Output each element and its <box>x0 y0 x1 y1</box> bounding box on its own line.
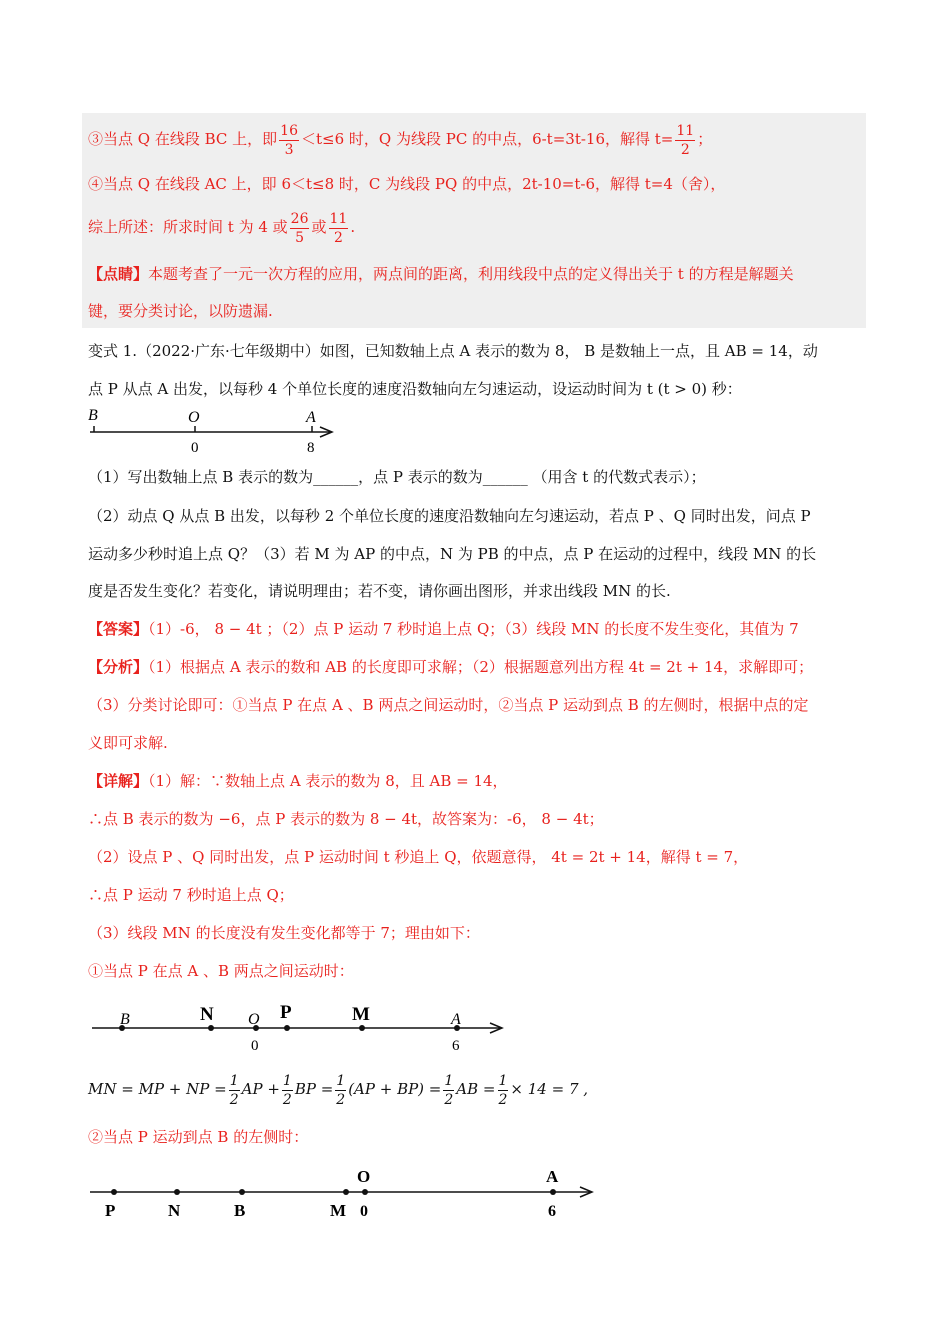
axis2-label-m: M <box>352 1004 370 1025</box>
question-2-line-2: 运动多少秒时追上点 Q？（3）若 M 为 AP 的中点，N 为 PB 的中点，点 P 在运动的过程中，线段 MN 的长 <box>88 545 817 563</box>
detail-line-6: ①当点 P 在点 A 、B 两点之间运动时： <box>88 962 354 980</box>
fraction-26-5: $\frac{26}{5}$ <box>290 210 309 246</box>
question-2-line-3: 度是否发生变化？若变化，请说明理由；若不变，请你画出图形，并求出线段 MN 的长. <box>88 582 671 600</box>
detail-line-5: （3）线段 MN 的长度没有发生变化都等于 7；理由如下： <box>88 924 480 942</box>
case3-line: ③当点 Q 在线段 BC 上，即 $\frac{16}{3}$ ＜t≤6 时，Q 为线段 PC 的中点，6-t=3t-16，解得 t= $\frac{11}{2}$ ； <box>88 122 713 158</box>
detail-tag: 【详解】 <box>88 772 149 790</box>
axis3-label-o: O <box>357 1167 371 1186</box>
axis1-label-b: B <box>88 407 98 424</box>
answer-tag: 【答案】 <box>88 620 149 638</box>
case2-title: ②当点 P 运动到点 B 的左侧时： <box>88 1128 309 1146</box>
axis3-label-b: B <box>234 1201 246 1220</box>
axis3-tick-6: 6 <box>548 1203 556 1220</box>
answer-line: 【答案】（1）-6， 8 − 4t ；（2）点 P 运动 7 秒时追上点 Q；（3）线段 MN 的长度不发生变化，其值为 7 <box>88 620 799 638</box>
comment-line-1: 【点睛】本题考查了一元一次方程的应用，两点间的距离，利用线段中点的定义得出关于 t 的方程是解题关 <box>88 265 794 283</box>
axis3-label-a: A <box>546 1167 559 1186</box>
half-2: $\frac{1}{2}$ <box>282 1072 292 1108</box>
number-line-3 <box>88 1160 608 1226</box>
detail-line-1: 【详解】（1）解：∵数轴上点 A 表示的数为 8，且 AB = 14， <box>88 772 508 790</box>
question-1: （1）写出数轴上点 B 表示的数为______，点 P 表示的数为______ （用含 t 的代数式表示）； <box>88 468 706 486</box>
half-1: $\frac{1}{2}$ <box>229 1072 239 1108</box>
half-3: $\frac{1}{2}$ <box>336 1072 346 1108</box>
detail-line-3: （2）设点 P 、Q 同时出发，点 P 运动时间 t 秒追上 Q，依题意得， 4t = 2t + 14，解得 t = 7， <box>88 848 749 866</box>
axis3-label-p: P <box>105 1201 116 1220</box>
axis1-label-a: A <box>306 409 316 426</box>
problem-line-2: 点 P 从点 A 出发，以每秒 4 个单位长度的速度沿数轴向左匀速运动，设运动时间为 t (t > 0) 秒： <box>88 380 742 398</box>
analysis-line-1: 【分析】（1）根据点 A 表示的数和 AB 的长度即可求解；（2）根据题意列出方程 4t = 2t + 14，求解即可； <box>88 658 814 676</box>
analysis-line-2: （3）分类讨论即可：①当点 P 在点 A 、B 两点之间运动时，②当点 P 运动到点 B 的左侧时，根据中点的定 <box>88 696 809 714</box>
axis3-label-m: M <box>330 1201 347 1220</box>
axis2-label-n: N <box>200 1004 214 1025</box>
comment-line-2: 键，要分类讨论，以防遗漏. <box>88 302 273 320</box>
case4-line: ④当点 Q 在线段 AC 上，即 6＜t≤8 时，C 为线段 PQ 的中点，2t-10=t-6，解得 t=4（舍）， <box>88 175 726 193</box>
fraction-11-2: $\frac{11}{2}$ <box>676 122 695 158</box>
axis1-tick-8: 8 <box>307 440 315 456</box>
question-2-line-1: （2）动点 Q 从点 B 出发，以每秒 2 个单位长度的速度沿数轴向左匀速运动，若点 P 、Q 同时出发，问点 P <box>88 507 811 525</box>
axis2-label-o: O <box>248 1011 260 1028</box>
fraction-16-3: $\frac{16}{3}$ <box>280 122 298 158</box>
problem-line-1: 变式 1.（2022·广东·七年级期中）如图，已知数轴上点 A 表示的数为 8， B 是数轴上一点，且 AB = 14，动 <box>88 342 818 360</box>
summary-line: 综上所述：所求时间 t 为 4 或 $\frac{26}{5}$ 或 $\frac{11}{2}$ . <box>88 210 356 246</box>
half-4: $\frac{1}{2}$ <box>444 1072 454 1108</box>
detail-line-2: ∴点 B 表示的数为 −6，点 P 表示的数为 8 − 4t，故答案为：-6， 8 − 4t； <box>88 810 604 828</box>
number-line-2 <box>88 998 518 1056</box>
axis2-label-b: B <box>120 1011 130 1028</box>
analysis-line-3: 义即可求解. <box>88 734 168 752</box>
axis3-tick-0: 0 <box>360 1203 368 1220</box>
axis2-label-a: A <box>451 1011 461 1028</box>
axis2-tick-6: 6 <box>452 1038 460 1054</box>
mn-formula: MN = MP + NP = $\frac{1}{2}$ AP + $\frac{1}{2}$ BP = $\frac{1}{2}$ (AP + BP) = $\frac{1}{2}$ AB = $\frac{1}{2}$ × 14 = 7 , <box>88 1072 589 1108</box>
half-5: $\frac{1}{2}$ <box>498 1072 508 1108</box>
axis1-tick-0: 0 <box>191 440 199 456</box>
axis1-label-o: O <box>188 409 200 426</box>
comment-tag: 【点睛】 <box>88 265 149 283</box>
analysis-tag: 【分析】 <box>88 658 149 676</box>
number-line-1 <box>82 402 352 458</box>
axis3-label-n: N <box>168 1201 181 1220</box>
axis2-tick-0: 0 <box>251 1038 259 1054</box>
detail-line-4: ∴点 P 运动 7 秒时追上点 Q； <box>88 886 294 904</box>
axis2-label-p: P <box>280 1002 292 1023</box>
fraction-11-2-b: $\frac{11}{2}$ <box>329 210 348 246</box>
